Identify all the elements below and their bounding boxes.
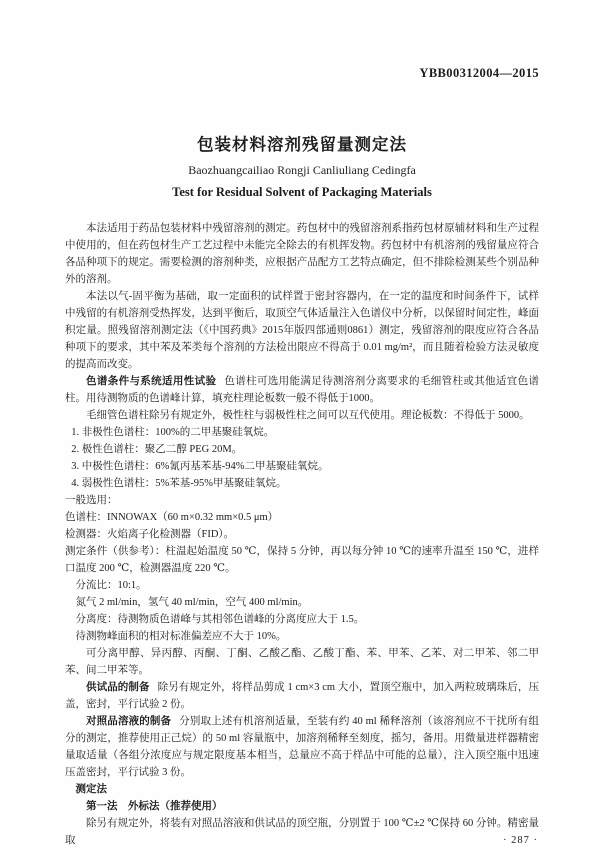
paragraph: 色谱柱：INNOWAX（60 m×0.32 mm×0.5 μm） (65, 512, 279, 523)
section-heading: 第一法 外标法（推荐使用） (86, 800, 223, 812)
paragraph: 毛细管色谱柱除另有规定外，极性柱与弱极性柱之间可以互代使用。理论板数：不得低于 5000。 (86, 410, 530, 421)
list-item: 3. 中极性色谱柱：6%氰丙基苯基-94%二甲基聚硅氧烷。 (71, 461, 329, 472)
paragraph-text: 除另有规定外，将样品剪成 1 cm×3 cm 大小，置顶空瓶中，加入两粒玻璃珠后，压盖，密封，平行试验 2 份。 (65, 682, 540, 710)
paragraph: 本法适用于药品包装材料中残留溶剂的测定。药包材中的残留溶剂系指药包材原辅材料和生产过程中使用的，但在药包材生产工艺过程中未能完全除去的有机挥发物。药包材中有机溶剂的残留量应符合各品种项下的规定。需要检测的溶剂种类，应根据产品配方工艺特点确定，但不排除检测某些个别品种外的溶剂。 (65, 223, 539, 285)
paragraph: 本法以气-固平衡为基础，取一定面积的试样置于密封容器内，在一定的温度和时间条件下，试样中残留的有机溶剂受热挥发，达到平衡后，取顶空气体适量注入色谱仪中分析，以保留时间定性，峰面积定量。照残留溶剂测定法（《中国药典》2015年版四部通则0861）测定，残留溶剂的限度应符合各品种项下的要求，其中苯及苯类每个溶剂的方法检出限应不得高于 0.01 mg/m²，而且随着检验方法灵敏度的提高而改变。 (65, 291, 539, 370)
paragraph: 除另有规定外，将装有对照品溶液和供试品的顶空瓶，分别置于 100 ℃±2 ℃保持 60 分钟。精密量取 (65, 818, 539, 846)
document-title-pinyin: Baozhuangcailiao Rongji Canliuliang Cedingfa (188, 163, 416, 177)
paragraph: 氮气 2 ml/min，氢气 40 ml/min，空气 400 ml/min。 (75, 597, 309, 608)
paragraph: 测定条件（供参考）：柱温起始温度 50 ℃，保持 5 分钟，再以每分钟 10 ℃的速率升温至 150 ℃，进样口温度 200 ℃，检测器温度 220 ℃。 (65, 546, 539, 574)
paragraph: 分流比：10:1。 (75, 580, 147, 591)
paragraph: 分离度：待测物质色谱峰与其相邻色谱峰的分离度应大于 1.5。 (75, 614, 365, 625)
section-label: 供试品的制备 (86, 681, 150, 693)
page-number: · 287 · (503, 835, 538, 846)
section-heading: 测定法 (75, 783, 107, 795)
paragraph: 检测器：火焰离子化检测器（FID）。 (65, 529, 235, 540)
section-paragraph (65, 373, 539, 407)
list-item: 2. 极性色谱柱：聚乙二醇 PEG 20M。 (71, 444, 243, 455)
section-paragraph (65, 679, 539, 713)
paragraph-text: 色谱柱可选用能满足待测溶剂分离要求的毛细管柱或其他适宜色谱柱。用待测物质的色谱峰计算，填充柱理论板数一般不得低于1000。 (65, 376, 540, 404)
document-title-chinese: 包装材料溶剂残留量测定法 (197, 136, 407, 154)
list-item: 4. 弱极性色谱柱：5%苯基-95%甲基聚硅氧烷。 (71, 478, 287, 489)
section-paragraph (65, 713, 539, 781)
document-title-english: Test for Residual Solvent of Packaging Materials (172, 185, 432, 199)
standard-number: YBB00312004—2015 (419, 66, 539, 80)
list-item: 1. 非极性色谱柱：100%的二甲基聚硅氧烷。 (71, 427, 275, 438)
paragraph-text: 分别取上述有机溶剂适量，至装有约 40 ml 稀释溶剂（该溶剂应不干扰所有组分的测定，推荐使用正己烷）的 50 ml 容量瓶中，加溶剂稀释至刻度，摇匀，备用。用微量进样器精密量取适量（各组分浓度应与规定限度基本相当，总量应不高于样品中可能的总量），注入顶空瓶中迅速压盖密封，平行试验 3 份。 (65, 716, 540, 778)
paragraph: 一般选用： (65, 495, 118, 506)
document-body (65, 220, 539, 849)
section-label: 色谱条件与系统适用性试验 (86, 375, 217, 387)
section-label: 对照品溶液的制备 (86, 715, 172, 727)
paragraph: 可分离甲醇、异丙醇、丙酮、丁酮、乙酸乙酯、乙酸丁酯、苯、甲苯、乙苯、对二甲苯、邻二甲苯、间二甲苯等。 (65, 648, 539, 676)
paragraph: 待测物峰面积的相对标准偏差应不大于 10%。 (75, 631, 287, 642)
